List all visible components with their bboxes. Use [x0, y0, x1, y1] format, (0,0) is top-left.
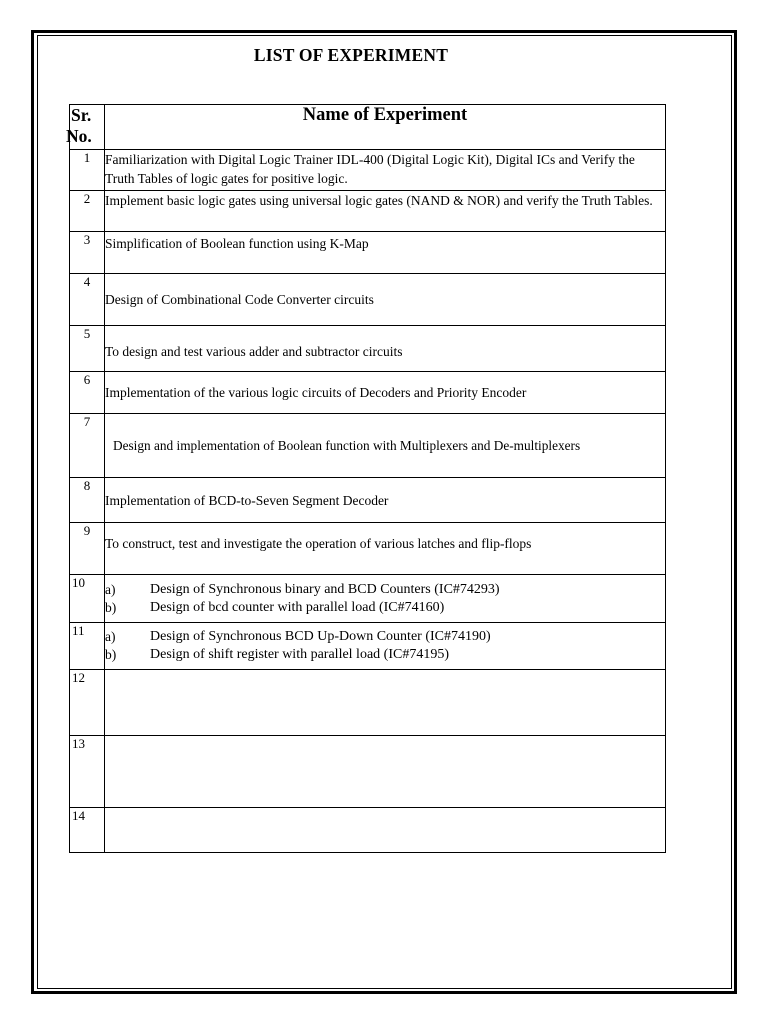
experiment-name	[105, 736, 666, 808]
row-number: 1	[70, 150, 105, 191]
sub-item	[105, 599, 665, 617]
table-row	[70, 414, 666, 478]
experiment-name: To design and test various adder and subtractor circuits	[105, 326, 666, 372]
row-number: 11	[70, 623, 105, 670]
experiment-name: Familiarization with Digital Logic Trainer IDL-400 (Digital Logic Kit), Digital ICs and Verify the Truth Tables of logic gates for positive logic.	[105, 150, 666, 191]
sub-item-letter: b)	[105, 599, 117, 615]
experiment-name	[105, 575, 666, 623]
sub-item-text: Design of bcd counter with parallel load (IC#74160)	[150, 599, 445, 615]
row-number: 6	[70, 372, 105, 414]
table-row	[70, 191, 666, 232]
table-row	[70, 523, 666, 575]
table-row	[70, 326, 666, 372]
table-row	[70, 623, 666, 670]
table-row	[70, 274, 666, 326]
table-row	[70, 670, 666, 736]
row-number: 7	[70, 414, 105, 478]
row-number: 3	[70, 232, 105, 274]
experiment-name: Implementation of the various logic circuits of Decoders and Priority Encoder	[105, 372, 666, 414]
row-number: 9	[70, 523, 105, 575]
experiment-name: Simplification of Boolean function using K-Map	[105, 232, 666, 274]
sub-item	[105, 646, 665, 664]
sub-item-letter: a)	[105, 629, 116, 644]
row-number: 5	[70, 326, 105, 372]
table-header-row	[70, 105, 666, 150]
header-experiment-name: Name of Experiment	[105, 105, 666, 150]
experiment-name	[105, 808, 666, 853]
experiment-table	[66, 104, 666, 853]
row-number: 4	[70, 274, 105, 326]
table-row	[70, 372, 666, 414]
sub-item-text: Design of shift register with parallel load (IC#74195)	[150, 647, 449, 662]
sub-item-text: Design of Synchronous binary and BCD Counters (IC#74293)	[150, 581, 500, 597]
row-number: 8	[70, 478, 105, 523]
experiment-name: Implement basic logic gates using universal logic gates (NAND & NOR) and verify the Truth Tables.	[105, 191, 666, 232]
table-row	[70, 575, 666, 623]
sub-item-text: Design of Synchronous BCD Up-Down Counter (IC#74190)	[150, 629, 491, 644]
row-number: 2	[70, 191, 105, 232]
experiment-name: Design of Combinational Code Converter circuits	[105, 274, 666, 326]
experiment-name	[105, 670, 666, 736]
sub-item-letter: a)	[105, 581, 116, 597]
sub-item	[105, 581, 665, 599]
table-row	[70, 232, 666, 274]
sub-item-letter: b)	[105, 647, 117, 662]
table-row	[70, 808, 666, 853]
sub-item	[105, 628, 665, 646]
header-sr-no	[66, 105, 105, 150]
experiment-name	[105, 623, 666, 670]
table-row	[70, 478, 666, 523]
row-number: 12	[70, 670, 105, 736]
row-number: 10	[70, 575, 105, 623]
experiment-name: Implementation of BCD-to-Seven Segment Decoder	[105, 478, 666, 523]
experiment-name: Design and implementation of Boolean function with Multiplexers and De-multiplexers	[105, 414, 666, 478]
header-sr-line2: No.	[66, 126, 92, 146]
table-row	[70, 736, 666, 808]
experiment-name: To construct, test and investigate the operation of various latches and flip-flops	[105, 523, 666, 575]
row-number: 13	[70, 736, 105, 808]
page-title: LIST OF EXPERIMENT	[253, 45, 449, 65]
row-number: 14	[70, 808, 105, 853]
header-sr-line1: Sr.	[71, 105, 92, 125]
table-row	[70, 150, 666, 191]
